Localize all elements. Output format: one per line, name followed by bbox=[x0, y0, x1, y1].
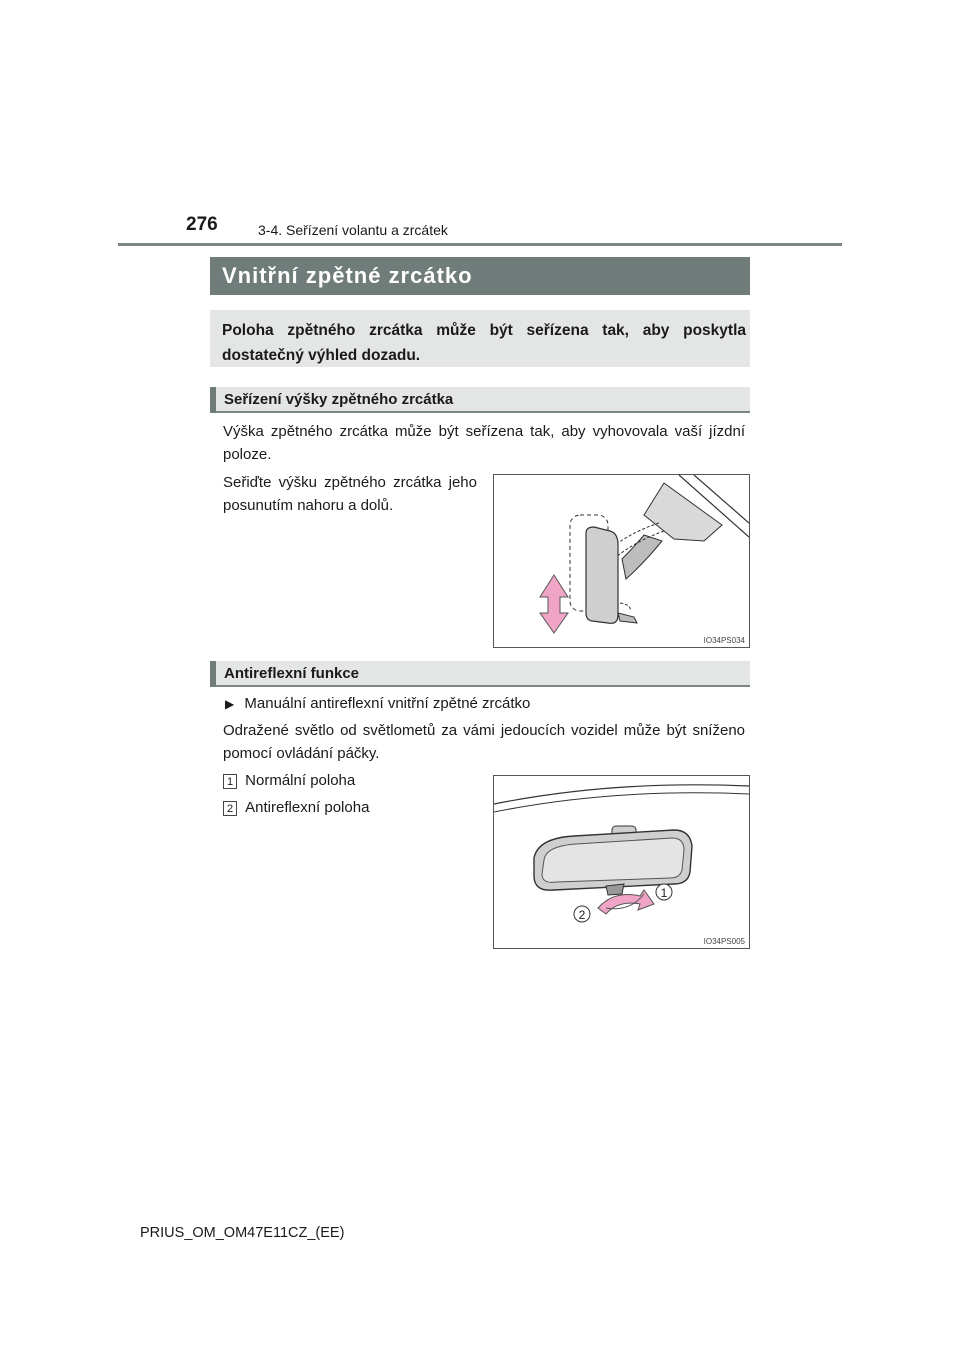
figure-height-adjust bbox=[493, 474, 750, 648]
subheading-height-adjust bbox=[210, 387, 750, 413]
figure-antiglare bbox=[493, 775, 750, 949]
height-adjust-text: Výška zpětného zrcátka může být seřízena tak, aby vyhovovala vaší jízdní poloze. bbox=[223, 423, 745, 463]
page-title: Vnitřní zpětné zrcátko bbox=[222, 263, 473, 288]
number-badge: 2 bbox=[223, 801, 237, 816]
list-item-label: Antireflexní poloha bbox=[245, 799, 370, 816]
bullet-arrow-icon: ▶ bbox=[225, 697, 235, 711]
antiglare-text: Odražené světlo od světlometů za vámi jedoucích vozidel může být sníženo pomocí ovládání páčky. bbox=[223, 722, 745, 762]
list-item bbox=[223, 769, 355, 792]
number-badge: 1 bbox=[223, 774, 237, 789]
mirror-lever-illustration bbox=[494, 776, 749, 948]
subheading-marker bbox=[210, 661, 216, 687]
figure-code: IO34PS005 bbox=[703, 937, 745, 946]
list-item-label: Normální poloha bbox=[245, 772, 356, 789]
list-item bbox=[223, 796, 369, 819]
callout-1: 1 bbox=[660, 886, 668, 900]
mirror-height-illustration bbox=[494, 475, 749, 647]
header-rule bbox=[118, 243, 842, 246]
callout-2: 2 bbox=[578, 908, 586, 922]
antiglare-bullet bbox=[225, 692, 530, 716]
subheading-label: Antireflexní funkce bbox=[224, 665, 360, 682]
section-label: 3-4. Seřízení volantu a zrcátek bbox=[258, 222, 448, 238]
footer-document-code: PRIUS_OM_OM47E11CZ_(EE) bbox=[140, 1225, 345, 1241]
height-adjust-instruction: Seřiďte výšku zpětného zrcátka jeho posunutím nahoru a dolů. bbox=[223, 474, 477, 514]
intro-text: Poloha zpětného zrcátka může být seřízena tak, aby poskytla dostatečný výhled dozadu. bbox=[222, 322, 746, 364]
subheading-marker bbox=[210, 387, 216, 413]
figure-code: IO34PS034 bbox=[703, 636, 745, 645]
page-number: 276 bbox=[186, 214, 218, 235]
subheading-antiglare bbox=[210, 661, 750, 687]
bullet-text: Manuální antireflexní vnitřní zpětné zrcátko bbox=[244, 695, 531, 712]
subheading-label: Seřízení výšky zpětného zrcátka bbox=[224, 391, 454, 408]
